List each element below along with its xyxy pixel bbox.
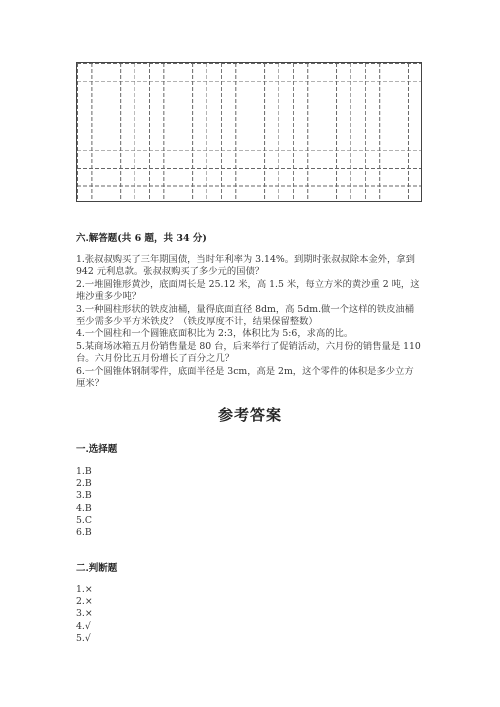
choice-answer-list <box>76 466 92 539</box>
question-6: 6.一个圆锥体钢制零件，底面半径是 3cm，高是 2m，这个零件的体积是多少立方厘米？ <box>76 365 414 390</box>
choice-answer: 2.B <box>76 478 92 490</box>
writing-grid <box>76 62 422 202</box>
judge-section-title: 二.判断题 <box>76 563 118 574</box>
choice-answer: 6.B <box>76 527 92 539</box>
choice-answer: 1.B <box>76 466 92 477</box>
question-2: 2.一堆圆锥形黄沙，底面周长是 25.12 米，高 1.5 米，每立方米的黄沙重 2 吨，这堆沙重多少吨？ <box>76 278 420 303</box>
question-3: 3.一种圆柱形状的铁皮油桶，量得底面直径 8dm，高 5dm.做一个这样的铁皮油桶至少需多少平方米铁皮？（铁皮厚度不计，结果保留整数） <box>76 303 415 328</box>
judge-answer: 4.√ <box>76 620 91 632</box>
question-4: 4.一个圆柱和一个圆锥底面积比为 2:3，体积比为 5:6，求高的比。 <box>76 328 354 340</box>
judge-answer-list <box>76 584 93 645</box>
question-5: 5.某商场冰箱五月份销售量是 80 台，后来举行了促销活动，六月份的销售量是 110 台。六月份比五月份增长了百分之几？ <box>76 340 421 365</box>
answers-title: 参考答案 <box>217 406 282 424</box>
choice-answer: 3.B <box>76 490 92 502</box>
judge-answer: 3.× <box>76 608 93 620</box>
judge-answer: 2.× <box>76 596 93 608</box>
judge-answer: 5.√ <box>76 632 91 644</box>
choice-answer: 5.C <box>76 514 92 526</box>
judge-answer: 1.× <box>76 584 93 595</box>
question-1: 1.张叔叔购买了三年期国债，当时年利率为 3.14%。到期时张叔叔除本金外，拿到 942 元利息款。张叔叔购买了多少元的国债？ <box>76 254 415 278</box>
question-list <box>76 254 422 390</box>
choice-section-title: 一.选择题 <box>76 444 118 455</box>
section-6-title: 六.解答题(共 6 题，共 34 分) <box>76 233 207 244</box>
choice-answer: 4.B <box>76 502 92 514</box>
